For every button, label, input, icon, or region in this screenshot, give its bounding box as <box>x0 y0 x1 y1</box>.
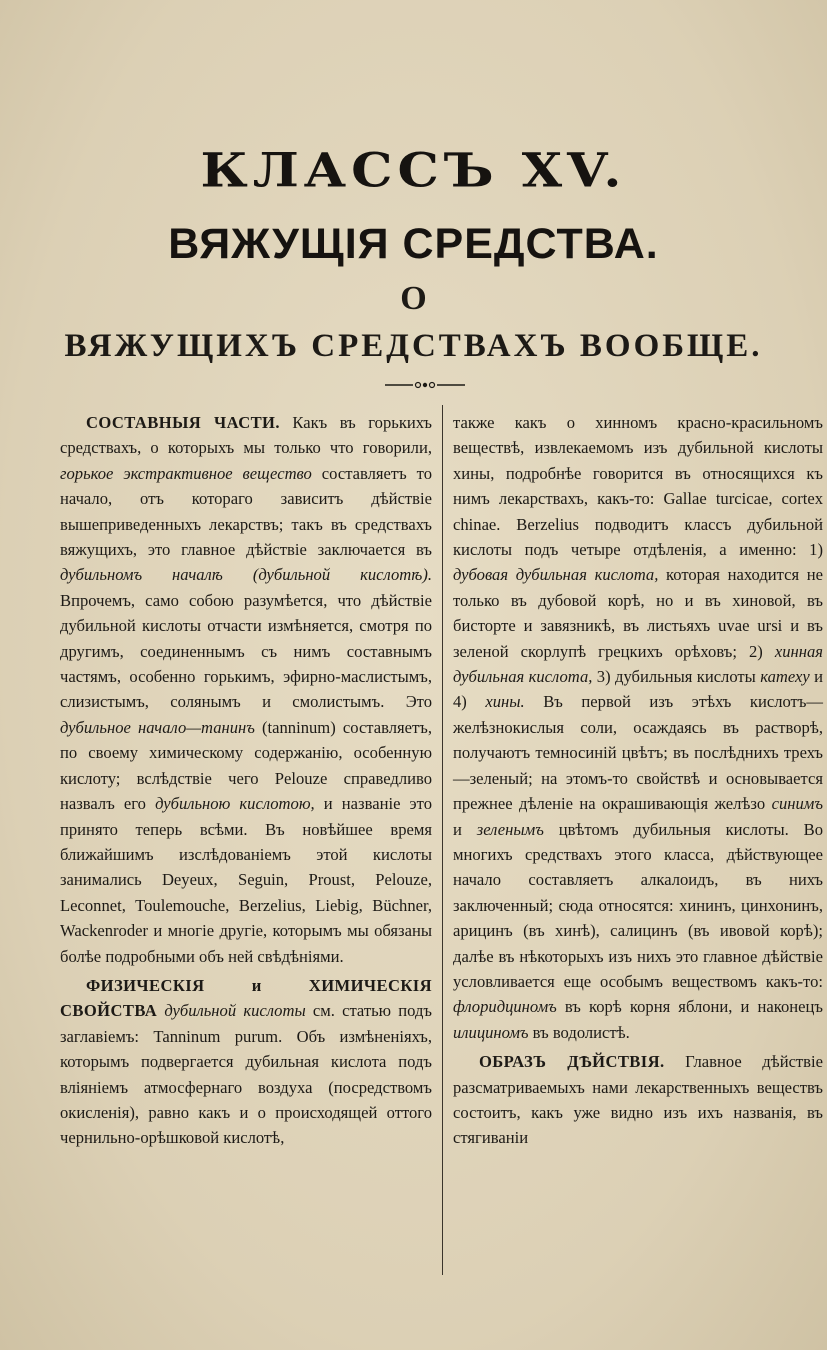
italic-term: илициномъ <box>453 1022 529 1042</box>
text-run: также какъ о хинномъ красно-красильномъ веществѣ, извлекаемомъ изъ дубильной кислоты хины, подробнѣе говорится въ относящихся къ нимъ лекарствахъ, какъ-то: Gallae turcicae, cortex chinae. Berzelius подводитъ классъ дубильной кислоты подъ четыре отдѣленія, а именно: 1) <box>453 413 823 560</box>
text-run: Главное дѣйствіе разсматриваемыхъ нами лекарственныхъ веществъ состоитъ, какъ уже видно изъ ихъ названія, въ стягиваніи <box>453 1052 823 1148</box>
italic-term: хинная дубильная кислота, <box>453 641 823 687</box>
italic-term: горькое экстрактивное вещество <box>60 463 312 483</box>
column-divider <box>442 405 443 1275</box>
italic-term: хины. <box>485 692 525 712</box>
text-run: составляетъ то начало, отъ котораго зависитъ дѣйствіе вышеприведенныхъ лекарствъ; такъ въ средствахъ вяжущихъ, это главное дѣйствіе заключается въ <box>60 463 432 560</box>
text-run: и <box>453 819 477 839</box>
text-run: и 4) <box>453 667 824 712</box>
italic-term: синимъ <box>771 794 823 814</box>
italic-term: дубильной кислоты <box>164 1001 306 1021</box>
section-lead-action: ОБРАЗЪ ДѢЙСТВІЯ. <box>479 1052 665 1072</box>
text-run: (tanninum) составляетъ, по своему химическому содержанію, особенную кислоту; вслѣдствіе чего Pelouze справедливо назвалъ его <box>60 717 432 814</box>
subtitle-preposition: О <box>400 280 427 317</box>
italic-term: дубильною кислотою, <box>155 794 315 814</box>
ornament-divider-icon <box>385 378 465 392</box>
class-heading: КЛАССЪ XV. <box>200 143 627 198</box>
italic-term: дубовая дубильная кислота, <box>453 565 659 585</box>
text-run: Въ первой изъ этѣхъ кислотъ—желѣзнокислыя соли, осаждаясь въ растворѣ, получаютъ темносиній цвѣтъ; въ послѣднихъ трехъ—зеленый; на этомъ-то свойствѣ и основывается прежнее дѣленіе на окрашивающія желѣзо <box>453 692 823 814</box>
text-run: которая находится не только въ дубовой корѣ, но и въ хиновой, въ бисторте и завязникѣ, въ листьяхъ uvae ursi и въ зеленой скорлупѣ грецкихъ орѣховъ; 2) <box>453 565 823 661</box>
paragraph-properties <box>60 973 432 1151</box>
text-run: Какъ въ горькихъ средствахъ, о которыхъ мы только что говорили, <box>60 413 433 458</box>
text-run: и названіе это принято теперь всѣми. Въ новѣйшее время ближайшимъ изслѣдованіемъ этой кислоты занимались Deyeux, Seguin, Proust, Pelouze, Leconnet, Toulemouche, Berzelius, Liebig, Büchner, Wackenroder и многіе другіе, которымъ мы обязаны болѣе подробными объ ней свѣдѣніями. <box>60 794 433 966</box>
paragraph-components <box>60 410 432 969</box>
text-run: въ водолистѣ. <box>528 1022 630 1042</box>
section-subtitle: ВЯЖУЩИХЪ СРЕДСТВАХЪ ВООБЩЕ. <box>64 328 763 364</box>
italic-term: дубильное начало—танинъ <box>60 717 255 737</box>
text-run: см. статью подъ заглавіемъ: Tanninum purum. Объ измѣненіяхъ, которымъ подвергается дубильная кислота подъ вліяніемъ атмосфернаго воздуха (посредствомъ окисленія), равно какъ и о происходящей оттого чернильно-орѣшковой кислотѣ, <box>60 1001 432 1148</box>
right-column <box>453 410 823 1151</box>
text-run: цвѣтомъ дубильныя кислоты. Во многихъ средствахъ этого класса, дѣйствующее начало составляетъ алкалоидъ, въ нихъ заключенный; сюда относятся: хининъ, цинхонинъ, арицинъ (въ хинѣ), салицинъ (въ ивовой корѣ); далѣе въ нѣкоторыхъ изъ нихъ это главное дѣйствіе условливается еще особымъ веществомъ какъ-то: <box>453 819 823 991</box>
section-lead-properties: ФИЗИЧЕСКІЯ и ХИМИЧЕСКІЯ СВОЙСТВА <box>60 975 432 1021</box>
left-column <box>60 410 432 1151</box>
text-run: Впрочемъ, само собою разумѣется, что дѣйствіе дубильной кислоты отчасти измѣняется, смотря по другимъ, соединеннымъ съ нимъ составнымъ частямъ, особенно горькимъ, эфирно-маслистымъ, слизистымъ, солянымъ и смолистымъ. Это <box>60 590 432 712</box>
italic-term: дубильномъ началѣ (дубильной кислотѣ). <box>60 565 432 585</box>
italic-term: зеленымъ <box>476 819 544 839</box>
paragraph-action <box>453 1049 823 1151</box>
italic-term: катеху <box>760 667 810 687</box>
section-lead-components: СОСТАВНЫЯ ЧАСТИ. <box>86 413 280 432</box>
text-run: въ корѣ корня яблони, и наконецъ <box>556 997 823 1017</box>
text-run: 3) дубильныя кислоты <box>592 667 761 687</box>
paragraph-continued <box>453 410 823 1045</box>
chapter-title: ВЯЖУЩІЯ СРЕДСТВА. <box>168 220 659 268</box>
italic-term: флоридциномъ <box>453 997 557 1017</box>
